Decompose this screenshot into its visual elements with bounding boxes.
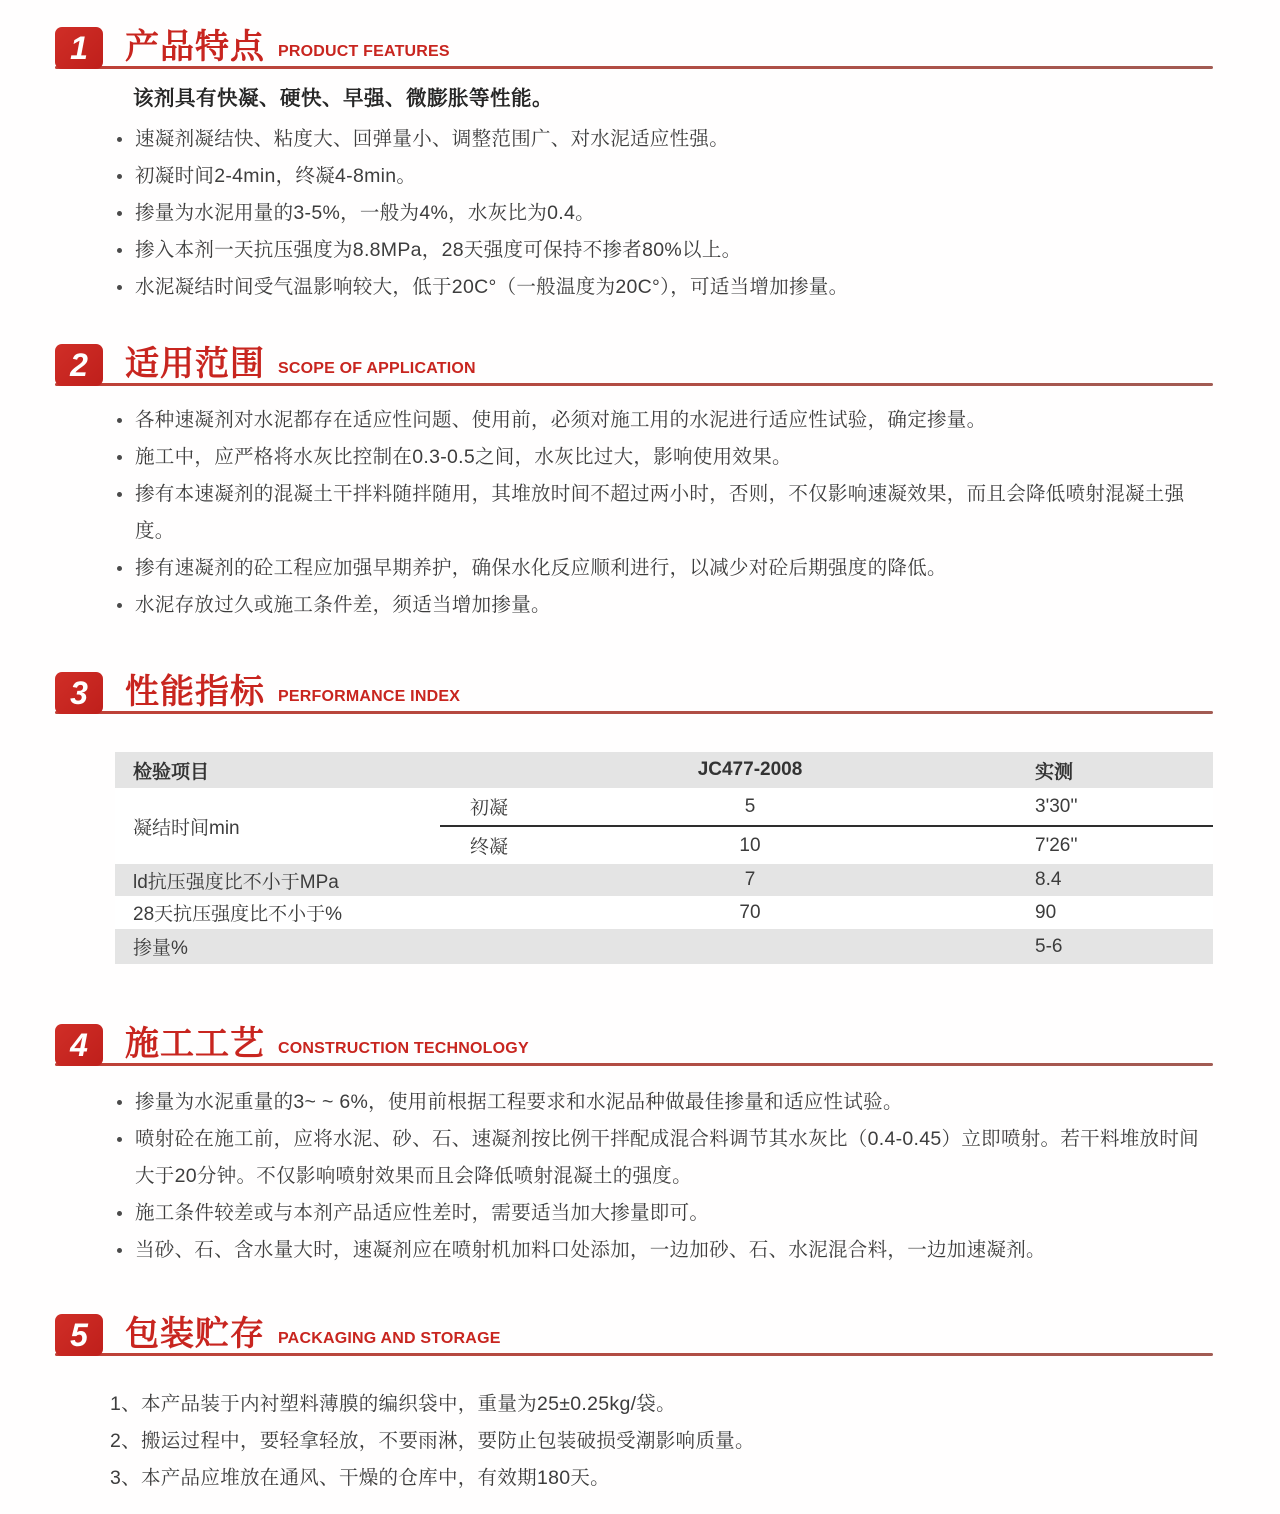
section-scope-of-application [55,344,1213,624]
bullet-item [55,402,1213,439]
section-number-badge: 4 [55,1024,103,1066]
section-number-badge: 3 [55,672,103,714]
bullet-dot-icon [117,137,122,142]
bullet-item [55,121,1213,158]
section-title-zh: 性能指标 [125,673,265,711]
section-titles [125,1024,1213,1066]
cell-standard: 7 [744,869,756,890]
bullet-text: 当砂、石、含水量大时，速凝剂应在喷射机加料口处添加，一边加砂、石、水泥混合料，一边加速凝剂。 [135,1239,1046,1261]
bullet-dot-icon [117,248,122,253]
section-title-en: PRODUCT FEATURES [278,43,450,60]
bullet-item [55,1232,1213,1269]
cell-standard: 70 [739,901,761,923]
bullet-dot-icon [117,1100,122,1105]
bullet-text: 掺入本剂一天抗压强度为8.8MPa，28天强度可保持不掺者80%以上。 [135,239,742,261]
bullet-dot-icon [117,1211,122,1216]
cell-measured: 90 [1035,901,1057,923]
section-title-en: PACKAGING AND STORAGE [278,1330,501,1347]
section-construction-technology [55,1024,1213,1269]
bullet-text: 水泥存放过久或施工条件差，须适当增加掺量。 [135,594,551,616]
section-header [55,672,1213,714]
section-titles [125,27,1213,69]
section-header [55,1024,1213,1066]
bullet-item [55,550,1213,587]
cell-stage: 初凝 [470,798,509,819]
section-title-zh: 适用范围 [125,345,265,383]
bullet-text: 喷射砼在施工前，应将水泥、砂、石、速凝剂按比例干拌配成混合料调节其水灰比（0.4-0.45）立即喷射。若干料堆放时间大于20分钟。不仅影响喷射效果而且会降低喷射混凝土的强度。 [135,1128,1199,1187]
bullet-text: 掺有本速凝剂的混凝土干拌料随拌随用，其堆放时间不超过两小时，否则，不仅影响速凝效果，而且会降低喷射混凝土强度。 [135,483,1185,542]
bullet-text: 掺量为水泥重量的3~ ~ 6%，使用前根据工程要求和水泥品种做最佳掺量和适应性试验。 [135,1091,903,1113]
cell-measured: 5-6 [1035,935,1063,957]
section-underline [55,1063,1213,1066]
section-underline [55,711,1213,714]
bullet-item [55,195,1213,232]
cell-item-label: 凝结时间min [133,817,240,839]
bullet-text: 速凝剂凝结快、粘度大、回弹量小、调整范围广、对水泥适应性强。 [135,128,730,150]
section-number-badge: 2 [55,344,103,386]
header-cell-item: 检验项目 [133,761,210,783]
cell-measured: 7'26'' [1035,834,1078,856]
section-title-en: SCOPE OF APPLICATION [278,360,476,377]
section-underline [55,383,1213,386]
section-product-features [55,27,1213,306]
bullet-item [55,1121,1213,1195]
bullet-text: 初凝时间2-4min，终凝4-8min。 [135,165,417,187]
bullet-dot-icon [117,1248,122,1253]
cell-standard: 5 [744,795,756,817]
numbered-item: 3、本产品应堆放在通风、干燥的仓库中，有效期180天。 [110,1467,610,1489]
cell-measured: 8.4 [1035,869,1062,890]
scope-bullet-list [55,402,1213,624]
table-row-28d-strength [115,896,1213,929]
section-titles [125,1314,1213,1356]
section-performance-index [55,672,1213,964]
bullet-dot-icon [117,285,122,290]
bullet-dot-icon [117,418,122,423]
section-header [55,344,1213,386]
bullet-item [55,1195,1213,1232]
table-row-dosage [115,929,1213,964]
bullet-item [55,1084,1213,1121]
cell-item-label: ld抗压强度比不小于MPa [133,871,339,893]
table-row-1d-strength [115,864,1213,896]
section-header [55,27,1213,69]
section-title-zh: 产品特点 [125,28,265,66]
bullet-item [55,158,1213,195]
packaging-item-list [55,1386,1213,1497]
section-header [55,1314,1213,1356]
numbered-item: 1、本产品装于内衬塑料薄膜的编织袋中，重量为25±0.25kg/袋。 [110,1393,676,1415]
cell-stage: 终凝 [470,837,509,858]
section-packaging-storage [55,1314,1213,1497]
section-underline [55,66,1213,69]
setting-time-subrows [440,788,1213,864]
section-titles [125,672,1213,714]
bullet-dot-icon [117,492,122,497]
bullet-text: 水泥凝结时间受气温影响较大，低于20C°（一般温度为20C°），可适当增加掺量。 [135,276,849,298]
table-header-row [115,752,1213,788]
bullet-item [55,439,1213,476]
bullet-dot-icon [117,566,122,571]
subrow-final-set [440,827,1213,864]
section-title-en: PERFORMANCE INDEX [278,688,461,705]
section-number-badge: 1 [55,27,103,69]
table-row-setting-time [115,788,1213,864]
numbered-item: 2、搬运过程中，要轻拿轻放，不要雨淋，要防止包装破损受潮影响质量。 [110,1430,755,1452]
header-cell-measured: 实测 [1035,761,1074,783]
subrow-initial-set [440,788,1213,825]
bullet-text: 掺量为水泥用量的3-5%，一般为4%，水灰比为0.4。 [135,202,595,224]
cell-standard: 10 [739,834,761,856]
cell-item-label: 28天抗压强度比不小于% [133,904,343,925]
bullet-item [55,587,1213,624]
bullet-item [55,476,1213,550]
section-title-en: CONSTRUCTION TECHNOLOGY [278,1040,529,1057]
features-bullet-list [55,121,1213,306]
section-title-zh: 施工工艺 [125,1025,265,1063]
bullet-item [55,232,1213,269]
section-underline [55,1353,1213,1356]
bullet-dot-icon [117,1137,122,1142]
cell-item-label: 掺量% [133,938,188,959]
bullet-dot-icon [117,603,122,608]
bullet-item [55,269,1213,306]
bullet-text: 掺有速凝剂的砼工程应加强早期养护，确保水化反应顺利进行，以减少对砼后期强度的降低。 [135,557,947,579]
cell-measured: 3'30'' [1035,795,1078,817]
features-intro: 该剂具有快凝、硬快、早强、微膨胀等性能。 [133,87,553,110]
bullet-dot-icon [117,174,122,179]
section-title-zh: 包装贮存 [125,1315,265,1353]
bullet-text: 施工中，应严格将水灰比控制在0.3-0.5之间，水灰比过大，影响使用效果。 [135,446,792,468]
section-titles [125,344,1213,386]
bullet-text: 各种速凝剂对水泥都存在适应性问题、使用前，必须对施工用的水泥进行适应性试验，确定掺量。 [135,409,987,431]
performance-table [115,752,1213,964]
construction-bullet-list [55,1084,1213,1269]
bullet-dot-icon [117,211,122,216]
bullet-text: 施工条件较差或与本剂产品适应性差时，需要适当加大掺量即可。 [135,1202,710,1224]
section-number-badge: 5 [55,1314,103,1356]
bullet-dot-icon [117,455,122,460]
header-cell-standard: JC477-2008 [697,759,803,780]
